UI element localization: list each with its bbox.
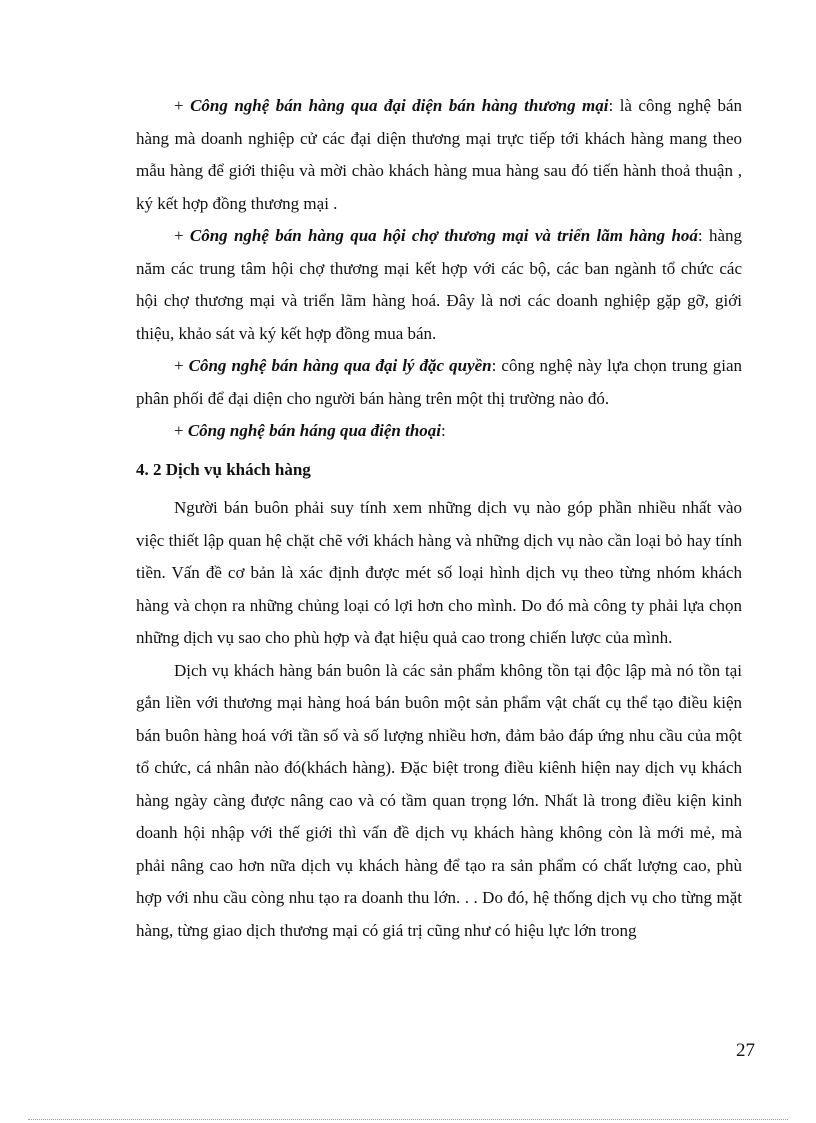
term-sales-rep: Công nghệ bán hàng qua đại diện bán hàng thương mại bbox=[190, 96, 609, 115]
paragraph-telephone-sales: + Công nghệ bán háng qua điện thoại: bbox=[174, 421, 446, 440]
term-exclusive-agent: Công nghệ bán hàng qua đại lý đặc quyền bbox=[188, 356, 492, 375]
paragraph-trade-fair: + Công nghệ bán hàng qua hội chợ thương mại và triển lãm hàng hoá: hàng năm các trung tâm hội chợ thương mại kết hợp với các bộ, các ban ngành tổ chức các hội chợ thương mại và triển lãm hàng hoá. Đây là nơi các doanh nghiệp gặp gỡ, giới thiệu, khảo sát và ký kết hợp đồng mua bán. bbox=[136, 226, 742, 343]
term-trade-fair: Công nghệ bán hàng qua hội chợ thương mại và triển lãm hàng hoá bbox=[189, 226, 698, 245]
section-heading: 4. 2 Dịch vụ khách hàng bbox=[136, 459, 311, 479]
body-paragraph: Người bán buôn phải suy tính xem những dịch vụ nào góp phần nhiều nhất vào việc thiết lập quan hệ chặt chẽ với khách hàng và những dịch vụ nào cần loại bỏ hay tính tiền. Vấn đề cơ bản là xác định được mét số loại hình dịch vụ theo từng nhóm khách hàng và chọn ra những chủng loại có lợi hơn cho mình. Do đó mà công ty phải lựa chọn những dịch vụ sao cho phù hợp và đạt hiệu quả cao trong chiến lược của mình. bbox=[136, 498, 742, 647]
body-paragraph: Dịch vụ khách hàng bán buôn là các sản phẩm không tồn tại độc lập mà nó tồn tại gắn liền với thương mại hàng hoá bán buôn một sản phẩm vật chất cụ thể tạo điều kiện bán buôn hàng hoá với tần số và số lượng nhiều hơn, đảm bảo đáp ứng nhu cầu của một tổ chức, cá nhân nào đó(khách hàng). Đặc biệt trong điều kiênh hiện nay dịch vụ khách hàng ngày càng được nâng cao và có tầm quan trọng lớn. Nhất là trong điều kiện kinh doanh hội nhập với thế giới thì vấn đề dịch vụ khách hàng không còn là mới mẻ, mà phải nâng cao hơn nữa dịch vụ khách hàng để tạo ra sản phẩm có chất lượng cao, phù hợp với nhu cầu còng nhu tạo ra doanh thu lớn. . . Do đó, hệ thống dịch vụ cho từng mặt hàng, từng giao dịch thương mại có giá trị cũng như có hiệu lực lớn trong bbox=[136, 660, 742, 940]
paragraph-sales-rep: + Công nghệ bán hàng qua đại diện bán hàng thương mại: là công nghệ bán hàng mà doanh nghiệp cử các đại diện thương mại trực tiếp tới khách hàng mang theo mẫu hàng để giới thiệu và mời chào khách hàng mua hàng sau đó tiến hành thoả thuận , ký kết hợp đồng thương mại . bbox=[136, 96, 742, 213]
text-column bbox=[136, 90, 742, 947]
term-telephone-sales: Công nghệ bán háng qua điện thoại bbox=[187, 421, 442, 440]
paragraph-exclusive-agent: + Công nghệ bán hàng qua đại lý đặc quyền: công nghệ này lựa chọn trung gian phân phối để đại diện cho người bán hàng trên một thị trường nào đó. bbox=[136, 356, 742, 408]
page-number: 27 bbox=[736, 1040, 755, 1061]
page-bottom-border bbox=[28, 1119, 788, 1120]
